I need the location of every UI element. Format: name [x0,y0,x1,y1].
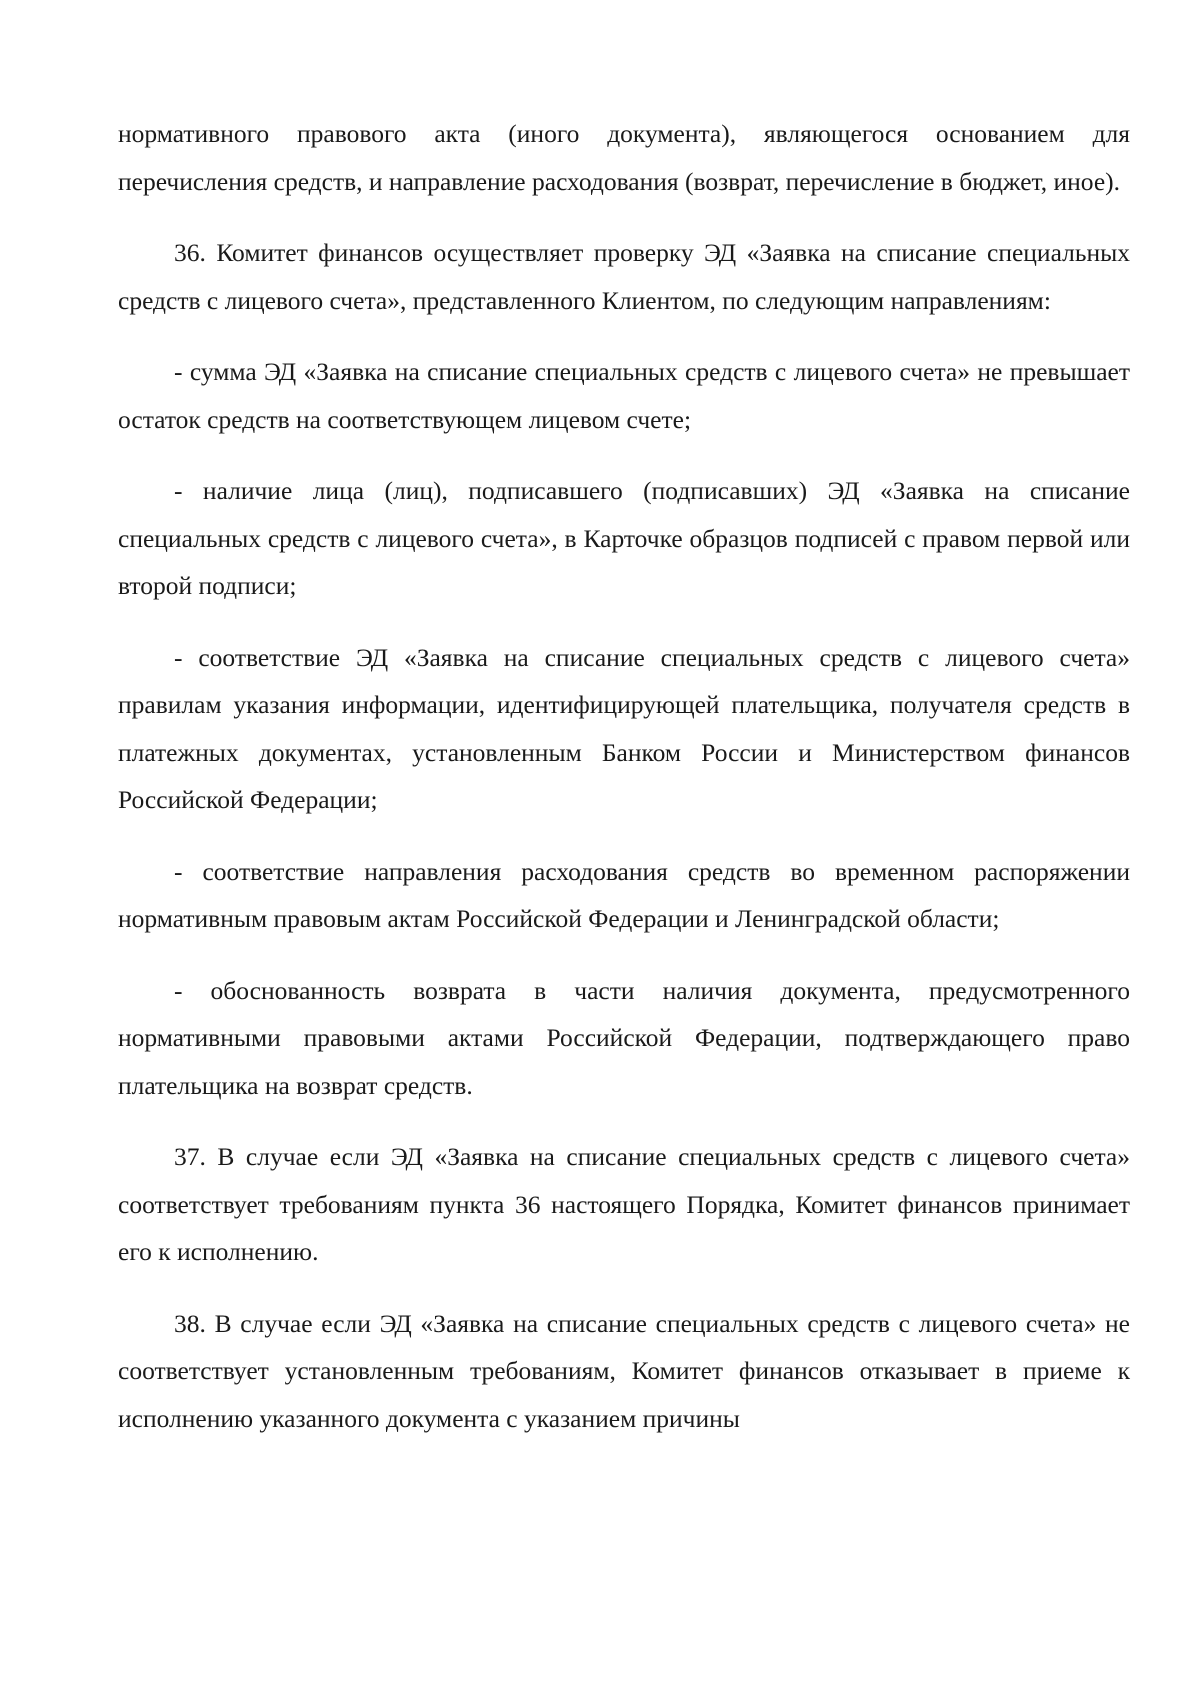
paragraph-continuation: нормативного правового акта (иного документа), являющегося основанием для перечисления средств, и направление расходования (возврат, перечисление в бюджет, иное). [118,119,1130,196]
paragraph-item-37: 37. В случае если ЭД «Заявка на списание специальных средств с лицевого счета» соответствует требованиям пункта 36 настоящего Порядка, Комитет финансов принимает его к исполнению. [118,1142,1130,1266]
list-item-amount-check: - сумма ЭД «Заявка на списание специальных средств с лицевого счета» не превышает остаток средств на соответствующем лицевом счете; [118,357,1130,434]
list-item-signature-check: - наличие лица (лиц), подписавшего (подписавших) ЭД «Заявка на списание специальных средств с лицевого счета», в Карточке образцов подписей с правом первой или второй подписи; [118,476,1130,600]
document-body [118,110,1130,1466]
list-item-expense-direction-check: - соответствие направления расходования средств во временном распоряжении нормативным правовым актам Российской Федерации и Ленинградской области; [118,856,1130,933]
list-item-refund-justification-check: - обоснованность возврата в части наличия документа, предусмотренного нормативными правовыми актами Российской Федерации, подтверждающего право плательщика на возврат средств. [118,975,1130,1100]
paragraph-item-36: 36. Комитет финансов осуществляет проверку ЭД «Заявка на списание специальных средств с лицевого счета», представленного Клиентом, по следующим направлениям: [118,238,1130,315]
paragraph-item-38: 38. В случае если ЭД «Заявка на списание специальных средств с лицевого счета» не соответствует установленным требованиям, Комитет финансов отказывает в приеме к исполнению указанного документа с указанием причины [118,1308,1130,1433]
list-item-payer-info-check: - соответствие ЭД «Заявка на списание специальных средств с лицевого счета» правилам указания информации, идентифицирующей плательщика, получателя средств в платежных документах, установленным Банком России и Министерством финансов Российской Федерации; [118,642,1130,814]
